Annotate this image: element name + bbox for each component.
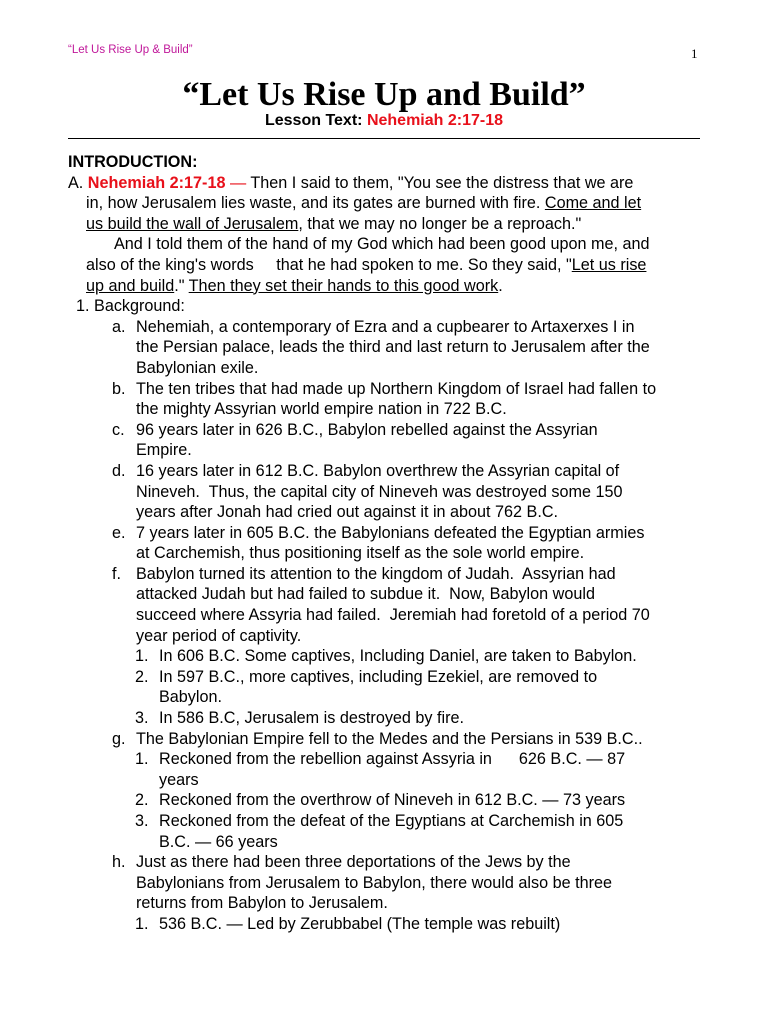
title-rule bbox=[68, 138, 700, 139]
sub-list-text: Reckoned from the overthrow of Nineveh in 612 B.C. — 73 years bbox=[159, 791, 626, 810]
sub-list-text: 536 B.C. — Led by Zerubbabel (The temple was rebuilt) bbox=[159, 914, 561, 933]
list-text: 16 years later in 612 B.C. Babylon overthrew the Assyrian capital of bbox=[136, 461, 620, 480]
list-text: 7 years later in 605 B.C. the Babylonians defeated the Egyptian armies bbox=[136, 523, 645, 542]
sub-list-text: In 597 B.C., more captives, including Ezekiel, are removed to bbox=[159, 667, 598, 686]
list-marker: h. bbox=[112, 853, 126, 872]
sub-list-marker: 2. bbox=[135, 667, 149, 686]
sub-list-line bbox=[68, 687, 708, 708]
sub-list-text: Reckoned from the rebellion against Assyria in 626 B.C. — 87 bbox=[159, 750, 626, 769]
lesson-text-reference: Nehemiah 2:17-18 bbox=[366, 112, 503, 129]
sub-list-line bbox=[68, 770, 708, 791]
background-item bbox=[68, 729, 708, 853]
list-line bbox=[68, 358, 708, 379]
point-a bbox=[68, 173, 708, 297]
list-text: Nineveh. Thus, the capital city of Nineveh was destroyed some 150 bbox=[136, 482, 623, 501]
running-header: “Let Us Rise Up & Build” bbox=[68, 44, 193, 56]
sub-list-text: Babylon. bbox=[159, 688, 222, 707]
sub-list-marker: 3. bbox=[135, 812, 149, 830]
sub-list-line bbox=[68, 790, 708, 811]
background-label: Background: bbox=[94, 297, 185, 316]
sub-list-line bbox=[68, 749, 708, 770]
sub-list-marker: 2. bbox=[135, 791, 149, 810]
list-line bbox=[68, 337, 708, 358]
text: . bbox=[498, 276, 503, 295]
list-marker: d. bbox=[112, 461, 126, 480]
list-text: years after Jonah had cried out against it in about 762 B.C. bbox=[136, 503, 559, 522]
list-text: the Persian palace, leads the third and last return to Jerusalem after the bbox=[136, 338, 650, 357]
point-a-line-5 bbox=[68, 255, 708, 276]
list-marker: e. bbox=[112, 523, 126, 542]
section-heading: INTRODUCTION: bbox=[68, 153, 198, 171]
sub-list-text: In 606 B.C. Some captives, Including Daniel, are taken to Babylon. bbox=[159, 647, 637, 666]
background-item bbox=[68, 523, 708, 564]
list-line bbox=[68, 461, 708, 482]
sub-list-text: In 586 B.C, Jerusalem is destroyed by fire. bbox=[159, 709, 465, 728]
sub-list-text: Reckoned from the defeat of the Egyptians at Carchemish in 605 bbox=[159, 812, 624, 830]
list-text: returns from Babylon to Jerusalem. bbox=[136, 894, 388, 913]
background-item bbox=[68, 564, 708, 729]
text: also of the king's words that he had spoken to me. So they said, " bbox=[86, 255, 572, 274]
underlined-text: Come and let bbox=[544, 194, 642, 213]
background-item bbox=[68, 852, 708, 934]
list-line bbox=[68, 729, 708, 750]
list-text: 96 years later in 626 B.C., Babylon rebelled against the Assyrian bbox=[136, 420, 598, 439]
background-item bbox=[68, 461, 708, 523]
list-text: year period of captivity. bbox=[136, 626, 302, 645]
list-line bbox=[68, 482, 708, 503]
list-text: The Babylonian Empire fell to the Medes and the Persians in 539 B.C.. bbox=[136, 729, 643, 748]
underlined-text: us build the wall of Jerusalem bbox=[86, 214, 299, 233]
page-title: “Let Us Rise Up and Build” bbox=[182, 76, 586, 113]
sub-list-line bbox=[68, 646, 708, 667]
list-text: at Carchemish, thus positioning itself as the sole world empire. bbox=[136, 544, 585, 563]
list-line bbox=[68, 502, 708, 523]
sub-list-line bbox=[68, 667, 708, 688]
text: ." bbox=[174, 276, 189, 295]
list-line bbox=[68, 564, 708, 585]
list-line bbox=[68, 626, 708, 647]
text: Then I said to them, "You see the distress that we are bbox=[246, 173, 634, 192]
list-line bbox=[68, 584, 708, 605]
background-list bbox=[68, 317, 708, 935]
document-body bbox=[68, 152, 708, 935]
list-line bbox=[68, 873, 708, 894]
sub-list-line bbox=[68, 708, 708, 729]
underlined-text: Let us rise bbox=[571, 255, 647, 274]
list-text: The ten tribes that had made up Northern Kingdom of Israel had fallen to bbox=[136, 379, 657, 398]
list-line bbox=[68, 893, 708, 914]
background-item bbox=[68, 379, 708, 420]
list-line bbox=[68, 399, 708, 420]
sub-list-text: years bbox=[159, 770, 199, 789]
scripture-reference: Nehemiah 2:17-18 bbox=[87, 173, 226, 192]
sub-list-line bbox=[68, 914, 708, 935]
point-a-line-4: And I told them of the hand of my God which had been good upon me, and bbox=[114, 235, 650, 254]
underlined-text: up and build bbox=[86, 276, 175, 295]
page-number: 1 bbox=[691, 46, 698, 61]
list-line bbox=[68, 379, 708, 400]
list-line bbox=[68, 852, 708, 873]
lesson-text-label: Lesson Text: bbox=[264, 112, 363, 129]
sub-list-marker: 1. bbox=[135, 750, 149, 769]
point-a-marker: A. bbox=[68, 173, 84, 192]
sub-list-marker: 1. bbox=[135, 914, 149, 933]
list-marker: c. bbox=[112, 420, 125, 439]
list-text: succeed where Assyria had failed. Jeremiah had foretold of a period 70 bbox=[136, 606, 650, 625]
list-text: Nehemiah, a contemporary of Ezra and a cupbearer to Artaxerxes I in bbox=[136, 317, 635, 336]
list-line bbox=[68, 605, 708, 626]
reference-dash: — bbox=[225, 173, 247, 192]
list-text: the mighty Assyrian world empire nation in 722 B.C. bbox=[136, 400, 507, 419]
list-line bbox=[68, 523, 708, 544]
underlined-text: Then they set their hands to this good work bbox=[188, 276, 499, 295]
sub-list-line bbox=[68, 811, 708, 832]
lesson-text-line bbox=[0, 112, 768, 130]
sub-list-marker: 3. bbox=[135, 709, 149, 728]
list-text: attacked Judah but had failed to subdue it. Now, Babylon would bbox=[136, 585, 595, 604]
sub-list-line bbox=[68, 832, 708, 853]
list-text: Just as there had been three deportations of the Jews by the bbox=[136, 853, 571, 872]
list-line bbox=[68, 440, 708, 461]
sub-list-marker: 1. bbox=[135, 647, 149, 666]
point-a-line-1 bbox=[68, 173, 708, 194]
background-item bbox=[68, 317, 708, 379]
list-marker: b. bbox=[112, 379, 126, 398]
list-marker: a. bbox=[112, 317, 126, 336]
list-line bbox=[68, 420, 708, 441]
list-marker: f. bbox=[112, 564, 121, 583]
background-item bbox=[68, 420, 708, 461]
background-heading bbox=[68, 296, 708, 317]
list-text: Babylonian exile. bbox=[136, 358, 259, 377]
sub-list-text: B.C. — 66 years bbox=[159, 832, 278, 851]
list-text: Babylon turned its attention to the kingdom of Judah. Assyrian had bbox=[136, 564, 616, 583]
background-marker: 1. bbox=[76, 297, 90, 316]
point-a-line-6 bbox=[68, 276, 708, 297]
text: in, how Jerusalem lies waste, and its gates are burned with fire. bbox=[86, 194, 545, 213]
point-a-line-3 bbox=[68, 214, 708, 235]
list-line bbox=[68, 543, 708, 564]
text: , that we may no longer be a reproach." bbox=[298, 214, 582, 233]
list-text: Empire. bbox=[136, 441, 192, 460]
list-line bbox=[68, 317, 708, 338]
list-text: Babylonians from Jerusalem to Babylon, there would also be three bbox=[136, 873, 612, 892]
list-marker: g. bbox=[112, 729, 126, 748]
point-a-line-2 bbox=[68, 193, 708, 214]
